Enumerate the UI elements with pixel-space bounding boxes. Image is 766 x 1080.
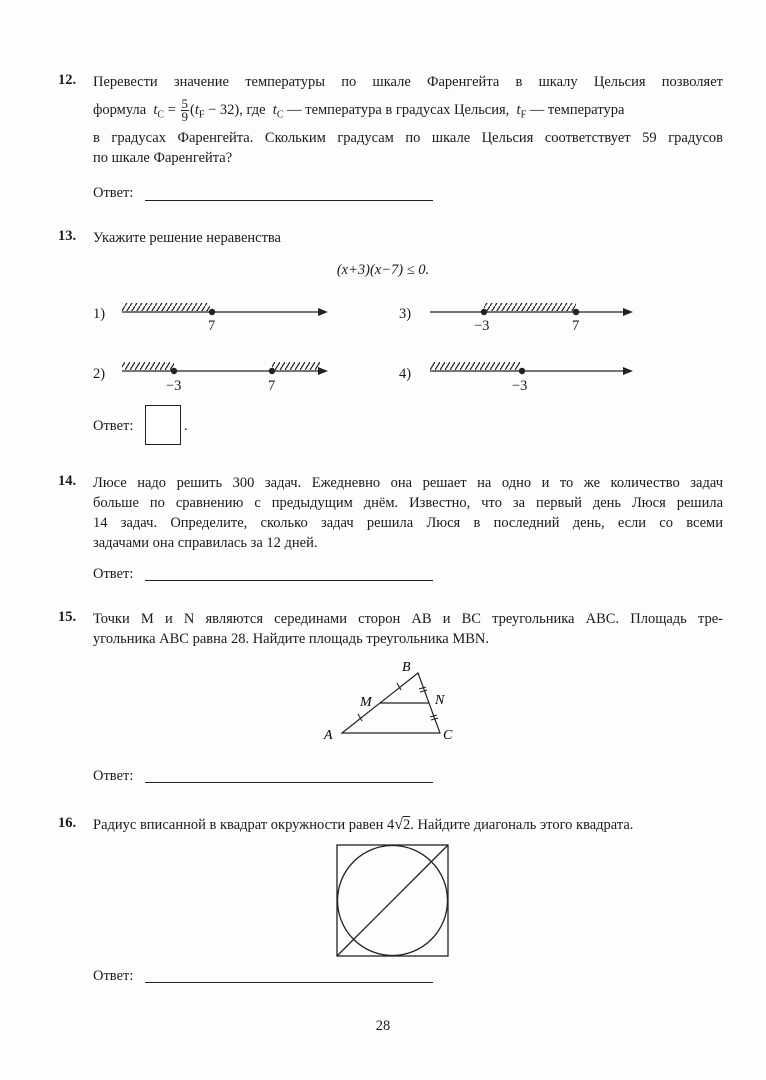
option-2-number-line [122,362,328,375]
option-3-point-7 [573,309,579,315]
question-number-12: 12. [58,72,77,88]
formula-sub-c2: C [276,109,284,121]
label-m: M [360,695,372,710]
formula-eq: = [164,101,180,118]
option-4-point-neg3 [519,368,525,374]
formula-sub-f: F [198,109,205,121]
q16-answer-label: Ответ: [93,968,134,984]
q13-number-lines [0,290,766,400]
page-number: 28 [375,1018,391,1034]
option-1-label[interactable]: 1) [93,306,106,322]
option-2-label[interactable]: 2) [93,366,106,382]
q12-answer-label: Ответ: [93,185,134,201]
option-4-number-line [430,362,633,375]
q15-line1: Точки M и N являются серединами сторон AB и BC треугольника ABC. Площадь тре- [93,611,723,627]
q12-line1: Перевести значение температуры по шкале Фаренгейта в шкалу Цельсия позволяет [93,74,723,90]
label-c: C [443,728,453,743]
label-n: N [435,693,445,708]
q12-where: где [242,101,266,118]
formula-t: t [153,101,158,118]
q12-line4: по шкале Фаренгейта? [93,150,233,166]
q16-text-before: Радиус вписанной в квадрат окружности равен 4 [93,817,395,833]
option-3-tick-7: 7 [572,318,580,334]
frac-den: 9 [181,109,189,124]
option-3-tick-neg3: −3 [474,318,490,334]
q12-mid: — температура в градусах Цельсия, [283,101,510,118]
option-3-point-neg3 [481,309,487,315]
option-1-point-7 [209,309,215,315]
q14-line1: Люсе надо решить 300 задач. Ежедневно она решает на одно и то же количество задач [93,475,723,491]
q13-answer-suffix: . [184,418,188,434]
q13-answer-box[interactable] [145,405,181,445]
question-number-13: 13. [58,228,77,244]
q12-formula-line [93,98,624,126]
square-circle-diagram [330,838,455,963]
formula-t2: t [194,101,199,118]
formula-fraction [181,98,190,123]
q12-line3: в градусах Фаренгейта. Скольким градусам по шкале Цельсия соответствует 59 градусов [93,130,723,146]
label-b: B [402,660,411,675]
option-2-tick-neg3: −3 [166,378,182,394]
q15-line2: угольника ABC равна 28. Найдите площадь треугольника MBN. [93,631,490,647]
q13-prompt: Укажите решение неравенства [93,230,281,246]
option-3-number-line [430,303,633,316]
q12-end: — температура [526,101,625,118]
option-3-label[interactable]: 3) [399,306,412,322]
formula-t4: t [516,101,521,118]
formula-sub-f2: F [520,109,527,121]
triangle-diagram [320,655,470,750]
q15-answer-field[interactable] [145,782,433,783]
q13-inequality: (x+3)(x−7) ≤ 0. [336,262,430,278]
q15-answer-label: Ответ: [93,768,134,784]
option-2-tick-7: 7 [268,378,276,394]
option-2-point-neg3 [171,368,177,374]
q16-text [93,815,633,835]
option-4-tick-neg3: −3 [512,378,528,394]
question-number-14: 14. [58,473,77,489]
option-2-point-7 [269,368,275,374]
option-1-tick-7: 7 [208,318,216,334]
question-number-16: 16. [58,815,77,831]
label-a: A [324,728,333,743]
q14-answer-label: Ответ: [93,566,134,582]
q16-answer-field[interactable] [145,982,433,983]
q16-sqrt-arg: 2 [403,817,411,833]
formula-t3: t [272,101,277,118]
q14-answer-field[interactable] [145,580,433,581]
q16-text-after: . Найдите диагональ этого квадрата. [410,817,634,833]
option-4-label[interactable]: 4) [399,366,412,382]
q12-formula-prefix: формула [93,101,147,118]
option-1-number-line [122,303,328,316]
q14-line2: больше по сравнению с предыдущим днём. Известно, что за первый день Люся решила [93,495,723,511]
formula-sub-c: C [157,109,165,121]
question-number-15: 15. [58,609,77,625]
sqrt-icon: √ [394,816,404,833]
formula-close: − 32), [204,101,243,118]
q14-line3: 14 задач. Определите, сколько задач решила Люся в последний день, если со всеми [93,515,723,531]
frac-num: 5 [181,96,189,111]
q12-answer-field[interactable] [145,200,433,201]
q13-answer-label: Ответ: [93,418,134,434]
q14-line4: задачами она справилась за 12 дней. [93,535,318,551]
formula-paren: ( [190,101,195,118]
